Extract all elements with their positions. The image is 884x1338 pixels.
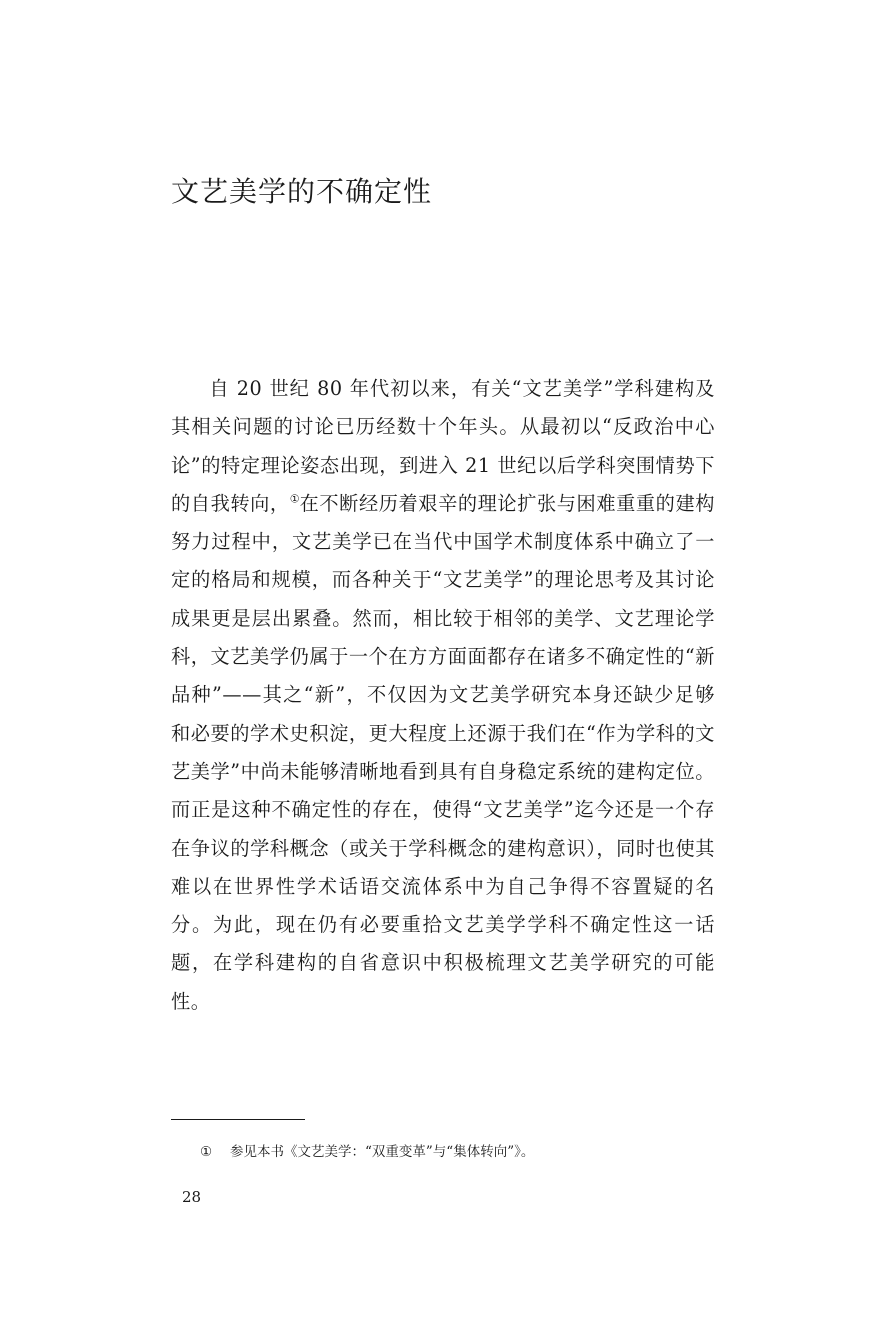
footnote-separator	[171, 1119, 305, 1120]
paragraph-text-before-note: 自 20 世纪 80 年代初以来，有关“文艺美学”学科建构及其相关问题的讨论已历经数十个年头。从最初以“反政治中心论”的特定理论姿态出现，到进入 21 世纪以后学科突围情势下的自我转向，	[171, 377, 715, 515]
chapter-title: 文艺美学的不确定性	[171, 175, 433, 208]
paragraph-text-after-note: 在不断经历着艰辛的理论扩张与困难重重的建构努力过程中，文艺美学已在当代中国学术制度体系中确立了一定的格局和规模，而各种关于“文艺美学”的理论思考及其讨论成果更是层出累叠。然而，相比较于相邻的美学、文艺理论学科，文艺美学仍属于一个在方方面面都存在诸多不确定性的“新品种”——其之“新”，不仅因为文艺美学研究本身还缺少足够和必要的学术史积淀，更大程度上还源于我们在“作为学科的文艺美学”中尚未能够清晰地看到具有自身稳定系统的建构定位。而正是这种不确定性的存在，使得“文艺美学”迄今还是一个存在争议的学科概念（或关于学科概念的建构意识），同时也使其难以在世界性学术话语交流体系中为自己争得不容置疑的名分。为此，现在仍有必要重拾文艺美学学科不确定性这一话题，在学科建构的自省意识中积极梳理文艺美学研究的可能性。	[171, 491, 715, 1013]
footnote-reference[interactable]: ①	[289, 492, 300, 506]
footnote-marker: ①	[200, 1144, 213, 1160]
footnote	[200, 1142, 534, 1162]
page-number: 28	[182, 1188, 202, 1206]
footnote-text: 参见本书《文艺美学：“双重变革”与“集体转向”》。	[230, 1144, 535, 1160]
body-paragraph	[171, 370, 715, 1021]
